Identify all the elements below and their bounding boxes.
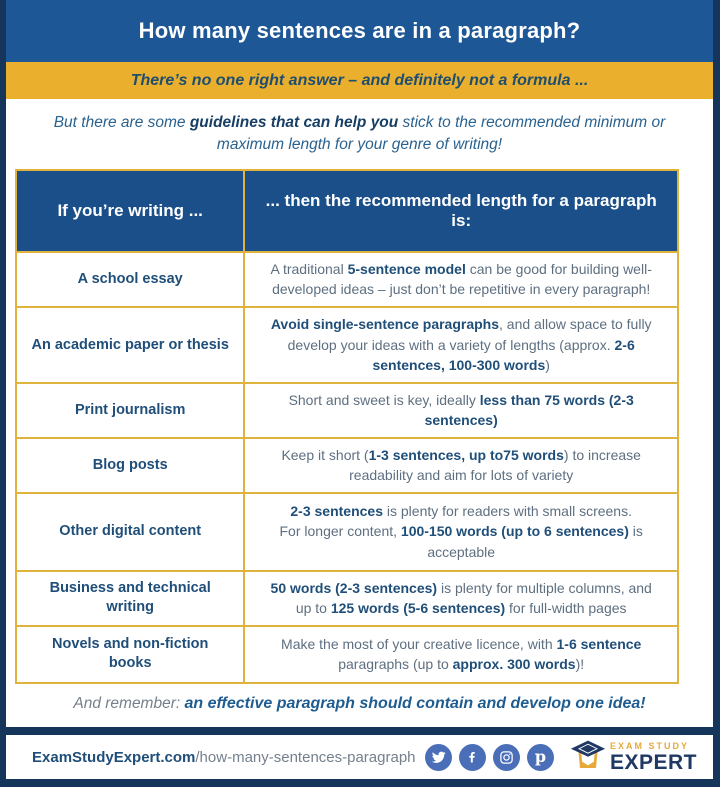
recommendation-cell: Avoid single-sentence paragraphs, and allow space to fully develop your ideas with a variety of lengths (approx. 2-6 sentences, 100-300 words) xyxy=(244,307,678,383)
site-url[interactable] xyxy=(32,749,416,766)
instagram-icon[interactable] xyxy=(493,744,520,771)
table-row xyxy=(16,307,678,383)
recommendation-cell: A traditional 5-sentence model can be good for building well-developed ideas – just don’t be repetitive in every paragraph! xyxy=(244,252,678,307)
genre-cell: A school essay xyxy=(16,252,244,307)
url-path[interactable]: /how-many-sentences-paragraph xyxy=(195,748,416,766)
logo-line1: EXAM STUDY xyxy=(609,740,689,751)
table-row xyxy=(16,571,678,626)
header-band xyxy=(6,0,713,62)
site-name[interactable]: ExamStudyExpert.com xyxy=(32,748,196,766)
guidelines-table xyxy=(15,169,679,684)
subtitle-text: There’s no one right answer – and definitely not a formula ... xyxy=(130,71,589,89)
table-header-row xyxy=(16,170,678,252)
facebook-icon[interactable] xyxy=(459,744,486,771)
table-row xyxy=(16,438,678,493)
genre-cell: An academic paper or thesis xyxy=(16,307,244,383)
twitter-icon[interactable] xyxy=(425,744,452,771)
intro-text: But there are some guidelines that can help you stick to the recommended minimum or maximum length for your genre of writing! xyxy=(53,114,666,154)
divider-bar xyxy=(6,727,713,735)
brand-logo xyxy=(570,739,697,776)
genre-cell: Blog posts xyxy=(16,438,244,493)
genre-cell: Other digital content xyxy=(16,493,244,571)
genre-cell: Business and technical writing xyxy=(16,571,244,626)
genre-cell: Print journalism xyxy=(16,383,244,438)
recommendation-cell: Make the most of your creative licence, with 1-6 sentence paragraphs (up to approx. 300 words)! xyxy=(244,626,678,683)
header-cell-recommendation: ... then the recommended length for a paragraph is: xyxy=(244,170,678,252)
table-row xyxy=(16,626,678,683)
recommendation-cell: 2-3 sentences is plenty for readers with small screens. For longer content, 100-150 words (up to 6 sentences) is acceptable xyxy=(244,493,678,571)
logo-text xyxy=(610,742,697,773)
pinterest-glyph: p xyxy=(534,747,547,766)
table-row xyxy=(16,252,678,307)
recommendation-cell: 50 words (2-3 sentences) is plenty for multiple columns, and up to 125 words (5-6 sentences) for full-width pages xyxy=(244,571,678,626)
reminder-text: And remember: an effective paragraph should contain and develop one idea! xyxy=(73,694,646,712)
recommendation-cell: Keep it short (1-3 sentences, up to75 words) to increase readability and aim for lots of variety xyxy=(244,438,678,493)
social-icons xyxy=(425,744,554,771)
table-body xyxy=(16,252,678,683)
pinterest-icon[interactable] xyxy=(527,744,554,771)
footer-right xyxy=(425,739,697,776)
subtitle-band xyxy=(6,62,713,99)
table-row xyxy=(16,383,678,438)
page-title: How many sentences are in a paragraph? xyxy=(138,18,581,43)
footer-bar xyxy=(6,735,713,779)
genre-cell: Novels and non-fiction books xyxy=(16,626,244,683)
logo-line2: EXPERT xyxy=(609,750,697,774)
recommendation-cell: Short and sweet is key, ideally less than 75 words (2-3 sentences) xyxy=(244,383,678,438)
graduation-cap-icon xyxy=(570,739,606,776)
table-row xyxy=(16,493,678,571)
header-cell-genre: If you’re writing ... xyxy=(16,170,244,252)
